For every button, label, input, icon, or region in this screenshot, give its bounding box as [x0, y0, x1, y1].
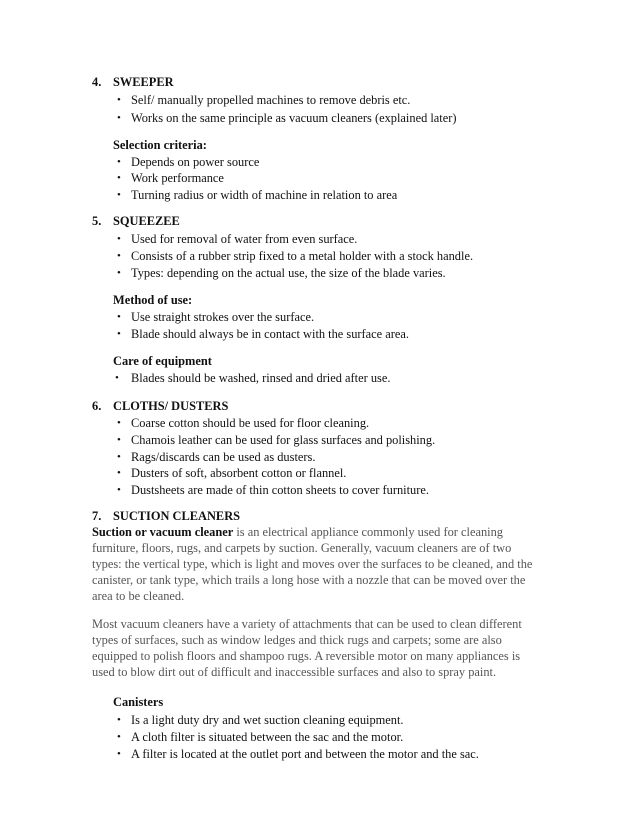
paragraph-line: used to blow dirt out of difficult and inaccessible surfaces and also to spray paint.: [92, 665, 497, 679]
bullet-icon: •: [117, 748, 121, 760]
section-7-title: SUCTION CLEANERS: [113, 509, 241, 523]
subheading-method-of-use: Method of use:: [113, 293, 193, 307]
list-item: Used for removal of water from even surface.: [131, 232, 358, 246]
list-item: A cloth filter is situated between the sac and the motor.: [131, 730, 404, 744]
bullet-icon: •: [117, 311, 121, 323]
bullet-icon: •: [117, 156, 121, 168]
section-6-number: 6.: [92, 399, 102, 413]
section-4-number: 4.: [92, 75, 102, 89]
list-item: Self/ manually propelled machines to remove debris etc.: [131, 93, 411, 107]
bullet-icon: •: [117, 417, 121, 429]
list-item: Rags/discards can be used as dusters.: [131, 450, 316, 464]
section-5-number: 5.: [92, 214, 102, 228]
bullet-icon: •: [117, 233, 121, 245]
list-item: Depends on power source: [131, 155, 260, 169]
bullet-icon: •: [117, 451, 121, 463]
paragraph-line: area to be cleaned.: [92, 589, 185, 603]
subheading-care-of-equipment: Care of equipment: [113, 354, 212, 368]
bullet-icon: •: [117, 714, 121, 726]
bullet-icon: •: [117, 328, 121, 340]
paragraph-line: types: the vertical type, which is light and moves over the surfaces to be cleaned, and the: [92, 557, 533, 571]
list-item: Blades should be washed, rinsed and dried after use.: [131, 371, 391, 385]
bullet-icon: •: [117, 731, 121, 743]
section-5-title: SQUEEZEE: [113, 214, 180, 228]
section-6-title: CLOTHS/ DUSTERS: [113, 399, 229, 413]
paragraph-line: Most vacuum cleaners have a variety of attachments that can be used to clean different: [92, 617, 522, 631]
section-4-title: SWEEPER: [113, 75, 174, 89]
paragraph-line: canister, or tank type, which trails a long hose with a nozzle that can be moved over the: [92, 573, 526, 587]
list-item: A filter is located at the outlet port and between the motor and the sac.: [131, 747, 479, 761]
subheading-canisters: Canisters: [113, 695, 164, 709]
bullet-icon: •: [117, 112, 121, 124]
section-7-number: 7.: [92, 509, 102, 523]
list-item: Is a light duty dry and wet suction cleaning equipment.: [131, 713, 404, 727]
list-item: Coarse cotton should be used for floor cleaning.: [131, 416, 370, 430]
paragraph-line: furniture, floors, rugs, and carpets by suction. Generally, vacuum cleaners are of two: [92, 541, 512, 555]
bullet-icon: •: [117, 267, 121, 279]
paragraph-line: [92, 525, 503, 540]
list-item: Works on the same principle as vacuum cleaners (explained later): [131, 111, 457, 125]
paragraph-bold-term: Suction or vacuum cleaner: [92, 525, 234, 539]
paragraph-line: types of surfaces, such as window ledges and thick rugs and carpets; some are also: [92, 633, 502, 647]
bullet-icon: •: [117, 467, 121, 479]
list-item: Work performance: [131, 171, 224, 185]
bullet-icon: •: [117, 484, 121, 496]
bullet-icon: •: [117, 250, 121, 262]
list-item: Chamois leather can be used for glass surfaces and polishing.: [131, 433, 436, 447]
paragraph-line: equipped to polish floors and shampoo rugs. A reversible motor on many appliances is: [92, 649, 521, 663]
list-item: Dustsheets are made of thin cotton sheets to cover furniture.: [131, 483, 429, 497]
list-item: Blade should always be in contact with the surface area.: [131, 327, 409, 341]
bullet-icon: •: [117, 434, 121, 446]
subheading-selection-criteria: Selection criteria:: [113, 138, 207, 152]
bullet-icon: •: [117, 189, 121, 201]
list-item: Types: depending on the actual use, the size of the blade varies.: [131, 266, 446, 280]
paragraph-line-rest: is an electrical appliance commonly used for cleaning: [233, 525, 503, 539]
bullet-icon: •: [115, 372, 119, 384]
list-item: Consists of a rubber strip fixed to a metal holder with a stock handle.: [131, 249, 474, 263]
list-item: Use straight strokes over the surface.: [131, 310, 315, 324]
list-item: Turning radius or width of machine in relation to area: [131, 188, 398, 202]
list-item: Dusters of soft, absorbent cotton or flannel.: [131, 466, 347, 480]
bullet-icon: •: [117, 172, 121, 184]
bullet-icon: •: [117, 94, 121, 106]
